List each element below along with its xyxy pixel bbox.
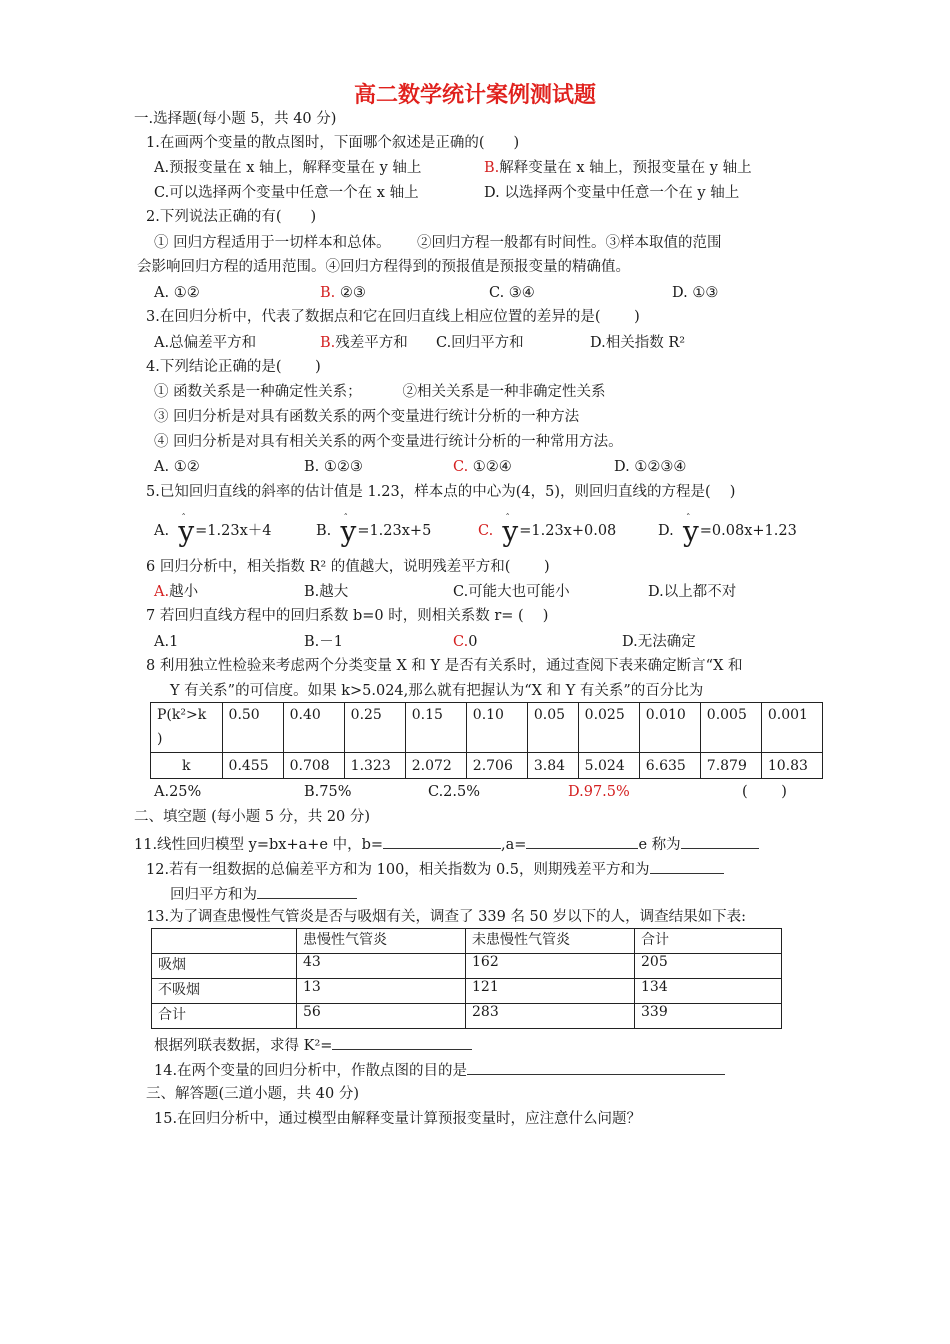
q4-option-c-text: ①②④ — [468, 459, 512, 475]
q11-text-2: ,a= — [501, 837, 527, 853]
q7-option-c-letter: C. — [453, 634, 469, 650]
q3-option-d: D.相关指数 R² — [590, 335, 686, 351]
contingency-header-cell: 未患慢性气管炎 — [466, 929, 635, 954]
contingency-cell: 合计 — [152, 1004, 297, 1029]
q4-stem: 4.下列结论正确的是( ) — [146, 359, 321, 375]
q4-line-3: ④ 回归分析是对具有相关关系的两个变量进行统计分析的一种常用方法。 — [154, 434, 623, 450]
contingency-cell: 162 — [466, 954, 635, 979]
q4-option-a: A. ①② — [154, 459, 200, 475]
k-cell: 0.708 — [283, 753, 344, 779]
section-2-heading: 二、填空题 (每小题 5 分，共 20 分) — [134, 809, 371, 825]
q12-blank-regression[interactable] — [257, 884, 357, 899]
q14-text: 14.在两个变量的回归分析中，作散点图的目的是 — [154, 1063, 468, 1079]
q3-option-b — [320, 334, 408, 352]
contingency-header-cell: 合计 — [635, 929, 782, 954]
q5-option-b-letter: B. — [316, 523, 332, 539]
q15-stem: 15.在回归分析中，通过模型由解释变量计算预报变量时，应注意什么问题？ — [154, 1111, 642, 1127]
q5-option-d — [658, 515, 797, 548]
q8-answer-paren: ( ) — [742, 784, 787, 800]
q7-option-a: A.1 — [154, 634, 179, 650]
p-cell: 0.05 — [527, 703, 578, 753]
critical-value-table — [150, 702, 823, 779]
q2-line-1: ① 回归方程适用于一切样本和总体。 ②回归方程一般都有时间性。③样本取值的范围 — [154, 235, 722, 251]
q6-option-c: C.可能大也可能小 — [453, 584, 570, 600]
section-1-heading: 一.选择题(每小题 5，共 40 分) — [134, 111, 337, 127]
q14 — [154, 1060, 725, 1080]
k-cell: 7.879 — [700, 753, 761, 779]
q11-text-3: e 称为 — [638, 837, 681, 853]
q1-option-b-letter: B. — [484, 160, 500, 176]
q3-option-c: C.回归平方和 — [436, 335, 524, 351]
q5-option-c — [478, 515, 617, 548]
q13-blank-k2[interactable] — [332, 1035, 472, 1050]
contingency-table — [151, 928, 782, 1029]
q1-option-a: A.预报变量在 x 轴上，解释变量在 y 轴上 — [154, 160, 422, 176]
q11-blank-b[interactable] — [383, 834, 501, 849]
q6-stem: 6 回归分析中，相关指数 R² 的值越大，说明残差平方和( ) — [146, 559, 550, 575]
p-cell: 0.15 — [405, 703, 466, 753]
q5-stem: 5.已知回归直线的斜率的估计值是 1.23，样本点的中心为(4，5)，则回归直线的方程是( ) — [146, 484, 736, 500]
k-cell: 2.072 — [405, 753, 466, 779]
q12-blank-residual[interactable] — [650, 859, 724, 874]
q11 — [134, 834, 759, 854]
q8-option-a: A.25% — [154, 784, 202, 800]
q3-option-b-letter: B. — [320, 335, 336, 351]
q5-option-a-letter: A. — [154, 523, 170, 539]
q8-option-d: D.97.5% — [568, 784, 630, 800]
q3-stem: 3.在回归分析中，代表了数据点和它在回归直线上相应位置的差异的是( ) — [146, 309, 640, 325]
p-cell: 0.10 — [466, 703, 527, 753]
q2-option-c: C. ③④ — [489, 285, 535, 301]
q6-option-a-text: 越小 — [169, 584, 199, 600]
contingency-cell: 不吸烟 — [152, 979, 297, 1004]
contingency-cell: 339 — [635, 1004, 782, 1029]
p-cell: 0.50 — [222, 703, 283, 753]
q2-option-d: D. ①③ — [672, 285, 719, 301]
q5-option-a — [154, 515, 272, 548]
q1-option-d: D. 以选择两个变量中任意一个在 y 轴上 — [484, 185, 740, 201]
q8-line-2: Y 有关系”的可信度。如果 k>5.024,那么就有把握认为“X 和 Y 有关系”的百分比为 — [170, 683, 704, 699]
p-cell: 0.010 — [639, 703, 700, 753]
q13-after-text: 根据列联表数据，求得 K²= — [154, 1038, 333, 1054]
contingency-cell: 134 — [635, 979, 782, 1004]
q1-option-b — [484, 159, 752, 177]
q5-option-a-text: =1.23x＋4 — [195, 523, 272, 539]
q13-stem: 13.为了调查患慢性气管炎是否与吸烟有关，调查了 339 名 50 岁以下的人，调查结果如下表: — [146, 909, 747, 925]
q7-option-c-text: 0 — [468, 634, 478, 650]
k-cell: 10.83 — [761, 753, 822, 779]
p-cell: 0.40 — [283, 703, 344, 753]
q1-option-b-text: 解释变量在 x 轴上，预报变量在 y 轴上 — [499, 160, 752, 176]
q11-blank-a[interactable] — [526, 834, 638, 849]
q12-text-2: 回归平方和为 — [170, 887, 257, 903]
q7-option-d: D.无法确定 — [622, 634, 696, 650]
q8-line-1: 8 利用独立性检验来考虑两个分类变量 X 和 Y 是否有关系时，通过查阅下表来确定断言“X 和 — [146, 658, 743, 674]
q1-stem: 1.在画两个变量的散点图时，下面哪个叙述是正确的( ) — [146, 135, 520, 151]
q7-option-c — [453, 633, 477, 651]
k-label-cell: k — [151, 753, 223, 779]
p-cell: 0.001 — [761, 703, 822, 753]
q4-option-d: D. ①②③④ — [614, 459, 687, 475]
k-cell: 5.024 — [578, 753, 639, 779]
q7-option-b: B.－1 — [304, 634, 343, 650]
q2-stem: 2.下列说法正确的有( ) — [146, 209, 317, 225]
q3-option-b-text: 残差平方和 — [335, 335, 408, 351]
q5-option-d-text: =0.08x+1.23 — [699, 523, 797, 539]
contingency-cell: 205 — [635, 954, 782, 979]
contingency-header-cell — [152, 929, 297, 954]
page-title: 高二数学统计案例测试题 — [353, 83, 596, 108]
p-cell: 0.005 — [700, 703, 761, 753]
q2-option-a: A. ①② — [154, 285, 200, 301]
y-hat-symbol: ˆ y — [178, 515, 194, 548]
k-cell: 6.635 — [639, 753, 700, 779]
q14-blank[interactable] — [467, 1060, 725, 1075]
contingency-cell: 43 — [297, 954, 466, 979]
q5-option-d-letter: D. — [658, 523, 674, 539]
q2-option-b — [320, 284, 366, 302]
q4-option-c-letter: C. — [453, 459, 469, 475]
p-cell: 0.025 — [578, 703, 639, 753]
q5-option-b-text: =1.23x+5 — [357, 523, 432, 539]
k-cell: 0.455 — [222, 753, 283, 779]
q1-option-c: C.可以选择两个变量中任意一个在 x 轴上 — [154, 185, 419, 201]
q4-option-c — [453, 458, 512, 476]
q12-line-1 — [146, 859, 724, 879]
contingency-cell: 283 — [466, 1004, 635, 1029]
q12-text-1: 12.若有一组数据的总偏差平方和为 100，相关指数为 0.5，则期残差平方和为 — [146, 862, 650, 878]
q12-line-2 — [170, 884, 357, 904]
q6-option-a — [154, 583, 198, 601]
q5-option-c-letter: C. — [478, 523, 494, 539]
q8-option-b: B.75% — [304, 784, 352, 800]
q6-option-a-letter: A. — [154, 584, 170, 600]
k-cell: 2.706 — [466, 753, 527, 779]
q4-line-1: ① 函数关系是一种确定性关系； ②相关关系是一种非确定性关系 — [154, 384, 606, 400]
k-cell: 1.323 — [344, 753, 405, 779]
q8-option-c: C.2.5% — [428, 784, 481, 800]
contingency-cell: 121 — [466, 979, 635, 1004]
k-cell: 3.84 — [527, 753, 578, 779]
q13-after — [154, 1035, 472, 1055]
q3-option-a: A.总偏差平方和 — [154, 335, 257, 351]
section-3-heading: 三、解答题(三道小题，共 40 分) — [146, 1086, 359, 1102]
q2-option-b-letter: B. — [320, 285, 336, 301]
table-header-cell: P(k²>k ) — [151, 703, 223, 753]
contingency-cell: 56 — [297, 1004, 466, 1029]
q11-blank-e[interactable] — [681, 834, 759, 849]
q7-stem: 7 若回归直线方程中的回归系数 b=0 时，则相关系数 r= ( ) — [146, 608, 549, 624]
contingency-cell: 吸烟 — [152, 954, 297, 979]
q6-option-d: D.以上都不对 — [648, 584, 737, 600]
y-hat-symbol: ˆ y — [683, 515, 699, 548]
q4-line-2: ③ 回归分析是对具有函数关系的两个变量进行统计分析的一种方法 — [154, 409, 580, 425]
q2-option-b-text: ②③ — [335, 285, 366, 301]
q11-text-1: 11.线性回归模型 y=bx+a+e 中，b= — [134, 837, 384, 853]
q2-line-2: 会影响回归方程的适用范围。④回归方程得到的预报值是预报变量的精确值。 — [137, 259, 630, 275]
y-hat-symbol: ˆ y — [502, 515, 518, 548]
contingency-cell: 13 — [297, 979, 466, 1004]
q6-option-b: B.越大 — [304, 584, 349, 600]
q5-option-c-text: =1.23x+0.08 — [519, 523, 617, 539]
q5-option-b — [316, 515, 432, 548]
q4-option-b: B. ①②③ — [304, 459, 363, 475]
p-cell: 0.25 — [344, 703, 405, 753]
y-hat-symbol: ˆ y — [340, 515, 356, 548]
contingency-header-cell: 患慢性气管炎 — [297, 929, 466, 954]
